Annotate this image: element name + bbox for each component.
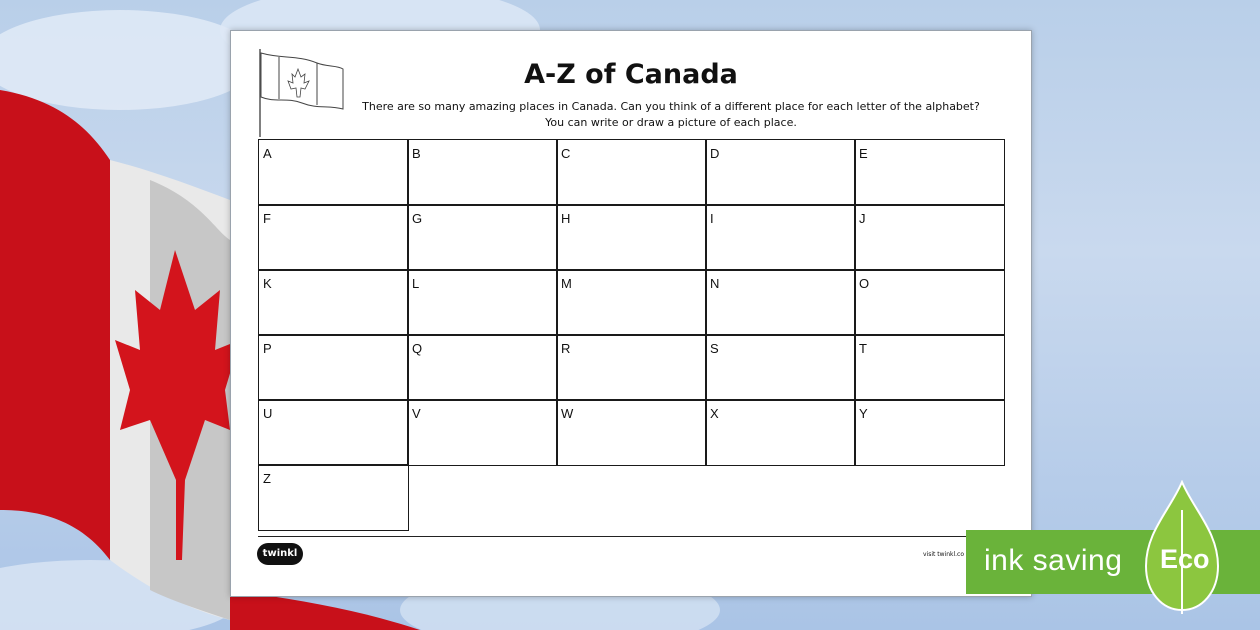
letter-label: R <box>561 341 571 356</box>
twinkl-logo: twinkl <box>257 543 303 565</box>
letter-label: O <box>859 276 870 291</box>
letter-box-d <box>705 139 856 206</box>
letter-box-m <box>556 269 707 336</box>
letter-box-c <box>556 139 707 206</box>
letter-label: E <box>859 146 868 161</box>
letter-box-h <box>556 204 707 271</box>
letter-label: I <box>710 211 714 226</box>
letter-label: P <box>263 341 272 356</box>
letter-box-r <box>556 334 707 401</box>
letter-label: Z <box>263 471 271 486</box>
letter-label: T <box>859 341 867 356</box>
letter-box-f <box>258 204 409 271</box>
letter-label: M <box>561 276 572 291</box>
letter-box-l <box>407 269 558 336</box>
worksheet-page <box>230 30 1032 597</box>
letter-label: A <box>263 146 272 161</box>
letter-label: U <box>263 406 273 421</box>
letter-label: Y <box>859 406 868 421</box>
letter-label: X <box>710 406 719 421</box>
letter-box-y <box>854 399 1005 466</box>
letter-box-t <box>854 334 1005 401</box>
letter-box-p <box>258 334 409 401</box>
letter-box-i <box>705 204 856 271</box>
letter-box-b <box>407 139 558 206</box>
letter-box-x <box>705 399 856 466</box>
letter-box-a <box>258 139 409 206</box>
letter-label: C <box>561 146 571 161</box>
letter-label: H <box>561 211 571 226</box>
instructions-line-2: You can write or draw a picture of each place. <box>545 116 797 129</box>
letter-box-e <box>854 139 1005 206</box>
letter-grid <box>258 139 1003 529</box>
letter-label: F <box>263 211 271 226</box>
instructions <box>311 99 1031 131</box>
letter-label: B <box>412 146 421 161</box>
letter-label: Q <box>412 341 423 356</box>
letter-label: L <box>412 276 420 291</box>
letter-box-n <box>705 269 856 336</box>
ink-saving-label: ink saving <box>984 544 1123 577</box>
letter-label: G <box>412 211 423 226</box>
letter-box-k <box>258 269 409 336</box>
letter-box-g <box>407 204 558 271</box>
letter-label: J <box>859 211 866 226</box>
page-title: A-Z of Canada <box>524 59 738 90</box>
letter-label: W <box>561 406 574 421</box>
letter-box-w <box>556 399 707 466</box>
visit-link-text: visit twinkl.co <box>923 551 965 558</box>
footer-divider <box>258 536 1004 537</box>
letter-label: N <box>710 276 720 291</box>
letter-box-z <box>258 464 409 531</box>
letter-box-q <box>407 334 558 401</box>
letter-label: V <box>412 406 421 421</box>
letter-label: S <box>710 341 719 356</box>
letter-box-s <box>705 334 856 401</box>
letter-box-o <box>854 269 1005 336</box>
eco-label: Eco <box>1160 544 1210 574</box>
letter-box-j <box>854 204 1005 271</box>
letter-box-v <box>407 399 558 466</box>
letter-label: D <box>710 146 720 161</box>
letter-label: K <box>263 276 272 291</box>
instructions-line-1: There are so many amazing places in Canada. Can you think of a different place for each letter of the alphabet? <box>362 100 980 113</box>
letter-box-u <box>258 399 409 466</box>
